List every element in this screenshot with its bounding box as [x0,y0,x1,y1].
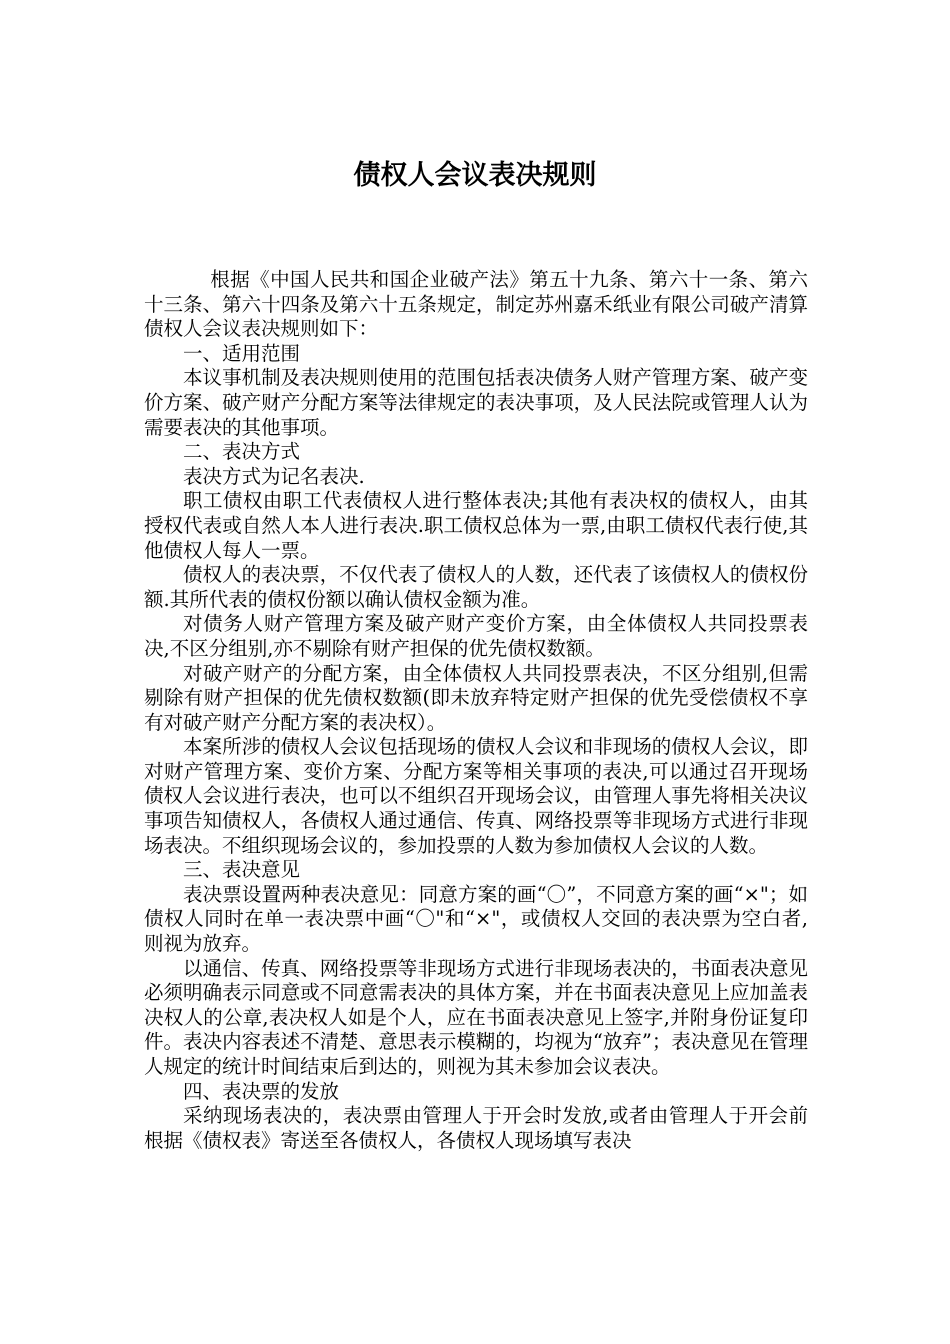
section-heading-scope: 一、适用范围 [183,341,301,365]
section-heading-method: 二、表决方式 [183,440,301,464]
paragraph-opinion-marks: 表决票设置两种表决意见：同意方案的画“〇”，不同意方案的画“×"；如债权人同时在单一表决票中画“〇"和“×"，或债权人交回的表决票为空白者,则视为放弃。 [144,882,808,956]
paragraph-intro: 根据《中国人民共和国企业破产法》第五十九条、第六十一条、第六十三条、第六十四条及第六十五条规定，制定苏州嘉禾纸业有限公司破产清算债权人会议表决规则如下： [144,268,808,341]
paragraph-ballot-issue: 采纳现场表决的，表决票由管理人于开会时发放,或者由管理人于开会前根据《债权表》寄送至各债权人，各债权人现场填写表决 [144,1104,808,1152]
paragraph-method-employee: 职工债权由职工代表债权人进行整体表决;其他有表决权的债权人，由其授权代表或自然人本人进行表决.职工债权总体为一票,由职工债权代表行使,其他债权人每人一票。 [144,489,808,562]
paragraph-opinion-remote: 以通信、传真、网络投票等非现场方式进行非现场表决的，书面表决意见必须明确表示同意或不同意需表决的具体方案，并在书面表决意见上应加盖表决权人的公章,表决权人如是个人，应在书面表决意见上签字,并附身份证复印件。表决内容表述不清楚、意思表示模糊的，均视为“放弃”；表决意见在管理人规定的统计时间结束后到达的，则视为其未参加会议表决。 [144,956,808,1078]
paragraph-method-management: 对债务人财产管理方案及破产财产变价方案，由全体债权人共同投票表决,不区分组别,亦不剔除有财产担保的优先债权数额。 [144,612,808,660]
section-heading-ballot: 四、表决票的发放 [183,1079,340,1103]
paragraph-method-distribution: 对破产财产的分配方案，由全体债权人共同投票表决，不区分组别,但需剔除有财产担保的优先债权数额(即未放弃特定财产担保的优先受偿债权不享有对破产财产分配方案的表决权）。 [144,661,808,734]
document-title: 债权人会议表决规则 [353,160,597,191]
document-body [144,268,808,1153]
paragraph-scope: 本议事机制及表决规则使用的范围包括表决债务人财产管理方案、破产变价方案、破产财产分配方案等法律规定的表决事项，及人民法院或管理人认为需要表决的其他事项。 [144,366,808,439]
section-heading-opinion: 三、表决意见 [183,858,301,882]
paragraph-method-share: 债权人的表决票，不仅代表了债权人的人数，还代表了该债权人的债权份额.其所代表的债权份额以确认债权金额为准。 [144,563,808,611]
paragraph-method-named: 表决方式为记名表决. [183,464,365,488]
paragraph-method-meeting: 本案所涉的债权人会议包括现场的债权人会议和非现场的债权人会议，即对财产管理方案、变价方案、分配方案等相关事项的表决,可以通过召开现场债权人会议进行表决，也可以不组织召开现场会议，由管理人事先将相关决议事项告知债权人，各债权人通过通信、传真、网络投票等非现场方式进行非现场表决。不组织现场会议的，参加投票的人数为参加债权人会议的人数。 [144,735,808,857]
